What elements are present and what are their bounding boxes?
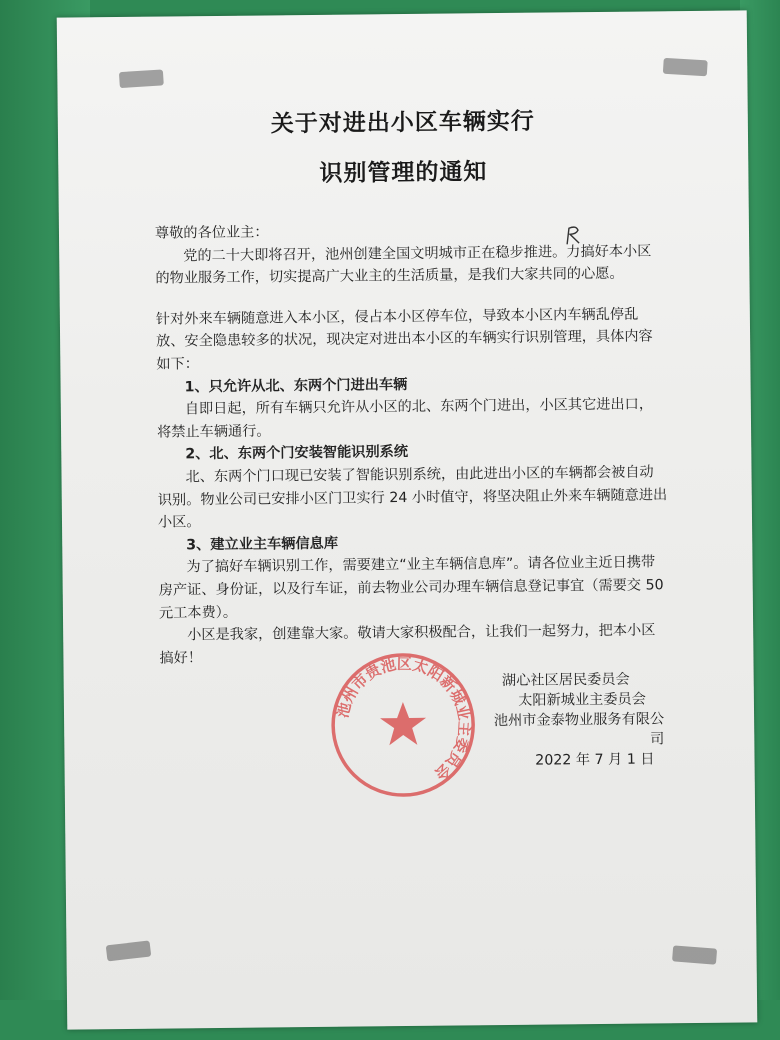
signature-block — [484, 669, 665, 771]
intro-paragraph: 党的二十大即将召开，池州创建全国文明城市正在稳步推进。力搞好本小区的物业服务工作，切实提高广大业主的生活质量，是我们大家共同的心愿。 — [155, 243, 652, 287]
tape-mark — [663, 58, 708, 77]
signature-line: 太阳新城业主委员会 — [518, 691, 646, 709]
section-heading: 1、只允许从北、东两个门进出车辆 — [184, 376, 408, 395]
section-text: 为了搞好车辆识别工作，需要建立“业主车辆信息库”。请各位业主近日携带房产证、身份证，以及行车证，前去物业公司办理车辆信息登记事宜（需要交 50 元工本费）。 — [158, 554, 664, 622]
signature-line: 湖心社区居民委员会 — [501, 671, 630, 690]
signature-line: 池州市金泰物业服务有限公司 — [493, 711, 665, 748]
section-heading: 2、北、东两个门安装智能识别系统 — [185, 444, 409, 463]
notice-body — [155, 217, 670, 670]
salutation: 尊敬的各位业主： — [154, 224, 269, 242]
section-text: 自即日起，所有车辆只允许从小区的北、东两个门进出，小区其它进出口，将禁止车辆通行。 — [156, 396, 654, 441]
tape-mark — [119, 69, 164, 88]
official-seal-icon — [327, 649, 479, 801]
context-paragraph: 针对外来车辆随意进入本小区，侵占本小区停车位，导致本小区内车辆乱停乱放、安全隐患较多的状况，现决定对进出本小区的车辆实行识别管理，具体内容如下： — [155, 306, 653, 373]
section-heading: 3、建立业主车辆信息库 — [186, 535, 339, 554]
tape-mark — [106, 940, 152, 961]
notice-title-line2: 识别管理的通知 — [319, 159, 488, 187]
svg-text:池州市贵池区太阳新城业主委员会: 池州市贵池区太阳新城业主委员会 — [333, 654, 474, 784]
section-text: 北、东两个门口现已安装了智能识别系统，由此进出小区的车辆都会被自动识别。物业公司已安排小区门卫实行 24 小时值守，将坚决阻止外来车辆随意进出小区。 — [157, 464, 668, 531]
closing-paragraph: 小区是我家，创建靠大家。敬请大家积极配合，让我们一起努力，把本小区搞好！ — [159, 622, 656, 667]
notice-date: 2022 年 7 月 1 日 — [535, 751, 655, 769]
tape-mark — [672, 945, 717, 964]
notice-title-line1: 关于对进出小区车辆实行 — [270, 108, 535, 138]
notice-sheet — [57, 10, 758, 1029]
